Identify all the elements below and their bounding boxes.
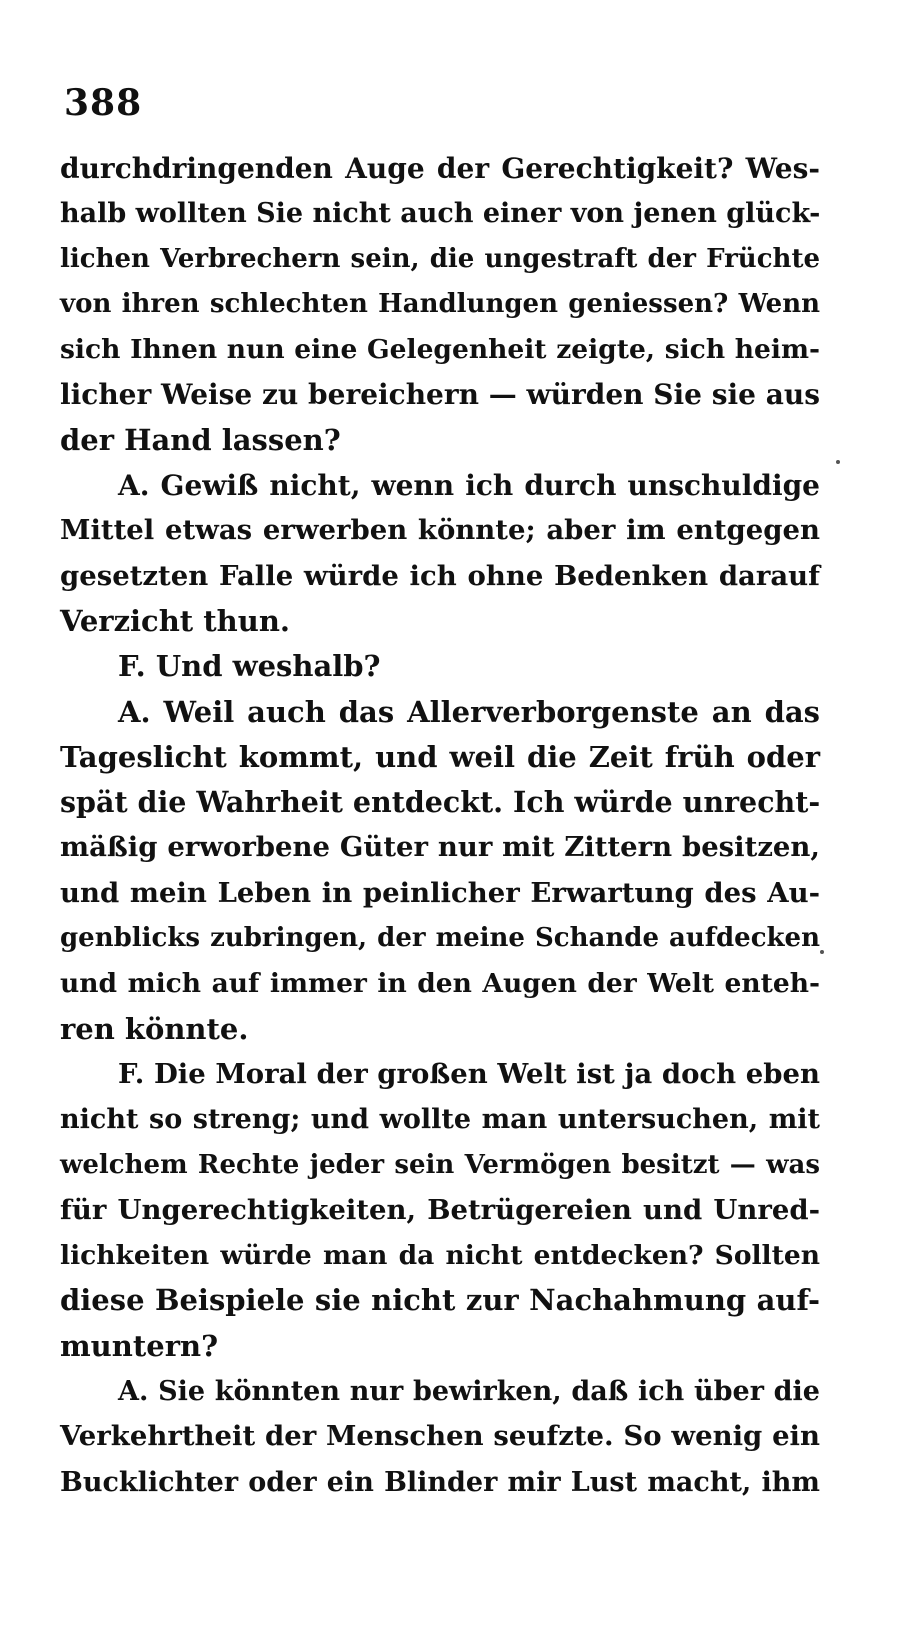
text-line: Verkehrtheit der Menschen seufzte. So wenig ein bbox=[60, 1420, 820, 1453]
text-line: durchdringenden Auge der Gerechtigkeit? Wes- bbox=[60, 152, 820, 185]
text-line: Mittel etwas erwerben könnte; aber im entgegen bbox=[60, 514, 820, 547]
text-line: diese Beispiele sie nicht zur Nachahmung auf- bbox=[60, 1283, 820, 1318]
text-line: der Hand lassen? bbox=[60, 422, 341, 457]
text-line: Verzicht thun. bbox=[60, 603, 291, 638]
text-line: lichkeiten würde man da nicht entdecken? Sollten bbox=[60, 1240, 820, 1272]
paper-speck bbox=[820, 950, 824, 954]
text-line: genblicks zubringen, der meine Schande aufdecken bbox=[60, 923, 820, 954]
text-line: Bucklichter oder ein Blinder mir Lust macht, ihm bbox=[60, 1466, 820, 1498]
text-line: F. Die Moral der großen Welt ist ja doch eben bbox=[118, 1057, 820, 1090]
text-line: für Ungerechtigkeiten, Betrügereien und Unred- bbox=[60, 1193, 820, 1226]
text-line: F. Und weshalb? bbox=[118, 649, 381, 684]
text-line: muntern? bbox=[60, 1328, 219, 1363]
text-line: licher Weise zu bereichern — würden Sie sie aus bbox=[60, 378, 820, 412]
text-line: mäßig erworbene Güter nur mit Zittern besitzen, bbox=[60, 831, 820, 864]
text-line: spät die Wahrheit entdeckt. Ich würde unrecht- bbox=[60, 785, 821, 820]
text-line: ren könnte. bbox=[60, 1011, 249, 1046]
body-text bbox=[60, 146, 820, 1505]
text-line: und mein Leben in peinlicher Erwartung des Au- bbox=[60, 876, 820, 909]
text-line: lichen Verbrechern sein, die ungestraft der Früchte bbox=[60, 243, 820, 274]
text-line: A. Gewiß nicht, wenn ich durch unschuldige bbox=[118, 469, 820, 503]
text-line: nicht so streng; und wollte man untersuchen, mit bbox=[60, 1104, 820, 1136]
text-line: A. Sie könnten nur bewirken, daß ich über die bbox=[118, 1376, 820, 1408]
text-line: halb wollten Sie nicht auch einer von jenen glück- bbox=[60, 198, 821, 230]
text-line: von ihren schlechten Handlungen geniessen? Wenn bbox=[60, 288, 820, 319]
paper-speck bbox=[836, 460, 840, 464]
page-number: 388 bbox=[64, 82, 143, 124]
text-line: A. Weil auch das Allerverborgenste an das bbox=[118, 694, 820, 729]
text-line: gesetzten Falle würde ich ohne Bedenken darauf bbox=[60, 559, 820, 592]
text-line: welchem Rechte jeder sein Vermögen besitzt — was bbox=[60, 1149, 820, 1180]
text-line: und mich auf immer in den Augen der Welt enteh- bbox=[60, 968, 820, 1000]
text-line: sich Ihnen nun eine Gelegenheit zeigte, sich heim- bbox=[60, 334, 820, 366]
text-line: Tageslicht kommt, und weil die Zeit früh oder bbox=[60, 739, 820, 774]
